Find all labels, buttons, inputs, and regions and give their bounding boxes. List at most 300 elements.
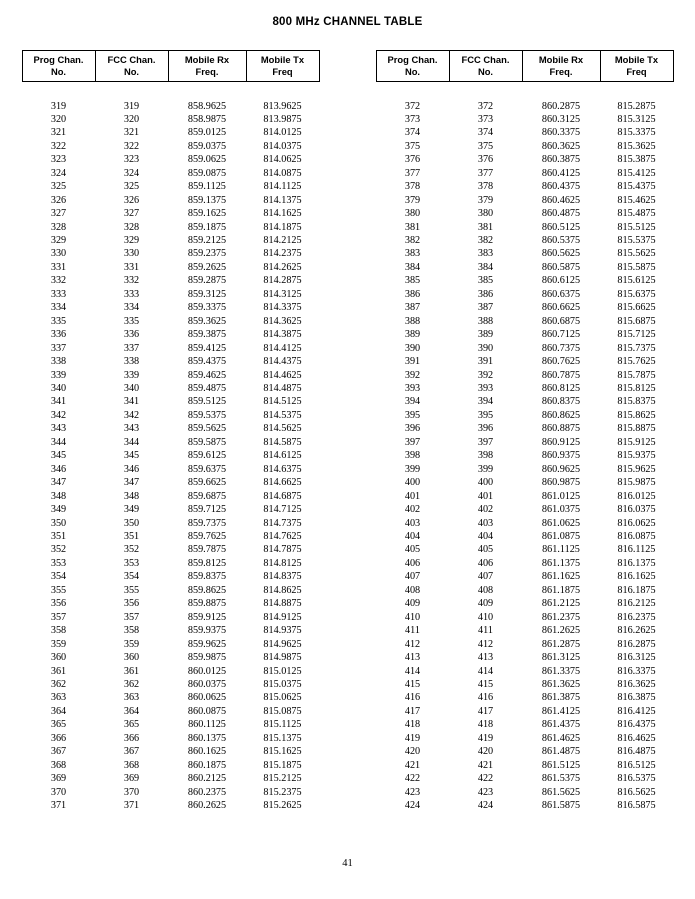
cell-fcc-chan-no: 338 [123,356,140,368]
cell-mobile-rx-freq: 860.4875 [541,208,581,220]
table-row [376,597,673,610]
cell-fcc-chan-no: 400 [477,477,494,489]
table-row [376,638,673,651]
header-line-2: No. [50,65,67,77]
cell-fcc-chan-no: 331 [123,261,140,273]
cell-mobile-tx-freq: 814.3375 [263,302,302,314]
table-row [22,194,319,207]
cell-fcc-chan-no: 420 [477,746,494,758]
cell-mobile-rx-freq: 861.3625 [541,678,581,690]
cell-mobile-tx-freq: 815.5875 [617,261,656,273]
cell-mobile-rx-freq: 859.5375 [187,409,227,421]
cell-mobile-tx-freq: 814.9125 [263,611,302,623]
header-line-1: FCC Chan. [461,54,510,65]
cell-fcc-chan-no: 419 [477,732,494,744]
table-row [22,543,319,556]
cell-mobile-tx-freq: 814.8875 [263,598,302,610]
cell-fcc-chan-no: 406 [477,557,494,569]
cell-mobile-tx-freq: 814.5625 [263,423,302,435]
cell-mobile-rx-freq: 860.0125 [187,665,227,677]
left-table-header [22,51,319,82]
cell-mobile-rx-freq: 860.6125 [541,275,581,287]
cell-mobile-tx-freq: 814.8125 [263,557,302,569]
table-row [376,180,673,193]
cell-prog-chan-no: 325 [50,181,67,193]
cell-fcc-chan-no: 382 [477,235,494,247]
cell-mobile-rx-freq: 860.0875 [187,705,227,717]
cell-mobile-rx-freq: 860.7875 [541,369,581,381]
cell-prog-chan-no: 393 [404,383,421,395]
cell-prog-chan-no: 385 [404,275,421,287]
cell-mobile-tx-freq: 814.6625 [263,477,302,489]
cell-prog-chan-no: 370 [50,786,67,798]
cell-mobile-tx-freq: 814.2125 [263,235,302,247]
cell-mobile-rx-freq: 860.5125 [541,221,581,233]
cell-prog-chan-no: 411 [405,625,420,637]
cell-mobile-rx-freq: 859.2625 [187,261,227,273]
cell-fcc-chan-no: 401 [477,490,494,502]
cell-prog-chan-no: 364 [50,705,67,717]
cell-mobile-rx-freq: 860.2875 [541,100,581,112]
cell-prog-chan-no: 422 [404,773,421,785]
cell-mobile-rx-freq: 860.3625 [541,140,581,152]
cell-mobile-tx-freq: 815.1625 [263,746,302,758]
table-row [376,745,673,758]
table-row [22,234,319,247]
cell-mobile-rx-freq: 860.4125 [541,167,581,179]
cell-fcc-chan-no: 372 [477,100,494,112]
cell-fcc-chan-no: 324 [123,167,140,179]
table-row [376,759,673,772]
cell-prog-chan-no: 360 [50,652,67,664]
cell-mobile-rx-freq: 859.4375 [187,356,227,368]
cell-mobile-rx-freq: 860.9125 [541,436,581,448]
cell-mobile-rx-freq: 859.3375 [187,302,227,314]
cell-prog-chan-no: 403 [404,517,421,529]
cell-mobile-tx-freq: 816.5875 [617,800,656,812]
table-row [376,476,673,489]
cell-prog-chan-no: 406 [404,557,421,569]
cell-fcc-chan-no: 393 [477,383,494,395]
cell-fcc-chan-no: 385 [477,275,494,287]
cell-mobile-tx-freq: 814.2625 [263,261,302,273]
cell-mobile-rx-freq: 860.7125 [541,329,581,341]
cell-prog-chan-no: 407 [404,571,421,583]
cell-mobile-rx-freq: 859.0625 [187,154,227,166]
cell-fcc-chan-no: 384 [477,261,494,273]
cell-prog-chan-no: 366 [50,732,67,744]
cell-mobile-tx-freq: 816.3375 [617,665,656,677]
cell-mobile-rx-freq: 860.6875 [541,315,581,327]
cell-mobile-rx-freq: 859.7625 [187,531,227,542]
cell-prog-chan-no: 344 [50,436,67,448]
cell-prog-chan-no: 349 [50,504,67,516]
header-row [376,51,673,82]
cell-fcc-chan-no: 374 [477,127,494,139]
cell-mobile-rx-freq: 860.1125 [188,719,226,731]
cell-fcc-chan-no: 343 [123,423,140,435]
cell-prog-chan-no: 331 [50,261,67,273]
cell-prog-chan-no: 333 [50,288,67,300]
cell-mobile-tx-freq: 816.0125 [617,490,656,502]
cell-fcc-chan-no: 370 [123,786,140,798]
cell-fcc-chan-no: 349 [123,504,140,516]
cell-mobile-tx-freq: 815.2625 [263,800,302,812]
cell-fcc-chan-no: 417 [477,705,494,717]
table-row [376,651,673,664]
cell-mobile-rx-freq: 859.8125 [187,557,227,569]
cell-prog-chan-no: 401 [404,490,421,502]
table-row [376,691,673,704]
cell-fcc-chan-no: 342 [123,409,140,421]
cell-mobile-tx-freq: 814.0625 [263,154,302,166]
cell-prog-chan-no: 405 [404,544,421,556]
cell-mobile-tx-freq: 814.4125 [263,342,302,354]
cell-prog-chan-no: 336 [50,329,67,341]
cell-fcc-chan-no: 413 [477,652,494,664]
cell-prog-chan-no: 368 [50,759,67,771]
table-row [376,355,673,368]
cell-prog-chan-no: 409 [404,598,421,610]
cell-mobile-tx-freq: 814.8625 [263,584,302,596]
cell-prog-chan-no: 395 [404,409,421,421]
header-fcc-chan-no [95,51,168,82]
cell-prog-chan-no: 377 [404,167,421,179]
cell-prog-chan-no: 416 [404,692,421,704]
cell-mobile-rx-freq: 859.9625 [187,638,227,650]
table-row [22,355,319,368]
cell-mobile-rx-freq: 861.0625 [541,517,581,529]
cell-fcc-chan-no: 402 [477,504,494,516]
cell-prog-chan-no: 376 [404,154,421,166]
cell-mobile-tx-freq: 816.3125 [617,652,656,664]
table-row [22,799,319,812]
channel-tables-container [0,50,695,813]
cell-mobile-rx-freq: 860.9625 [541,463,581,475]
cell-mobile-rx-freq: 859.1625 [187,208,227,220]
cell-mobile-tx-freq: 814.8375 [263,571,302,583]
cell-mobile-rx-freq: 860.1875 [187,759,227,771]
cell-mobile-tx-freq: 816.4875 [617,746,656,758]
cell-fcc-chan-no: 395 [477,409,494,421]
table-row [22,126,319,139]
table-row [376,274,673,287]
cell-mobile-tx-freq: 816.4625 [617,732,656,744]
table-row [376,463,673,476]
cell-mobile-tx-freq: 816.3875 [617,692,656,704]
cell-prog-chan-no: 343 [50,423,67,435]
cell-mobile-tx-freq: 814.5125 [263,396,302,408]
cell-fcc-chan-no: 347 [123,477,140,489]
cell-fcc-chan-no: 391 [477,356,494,368]
cell-mobile-tx-freq: 814.7875 [263,544,302,556]
cell-mobile-tx-freq: 814.0875 [263,167,302,179]
header-line-1: Mobile Tx [260,54,305,65]
cell-fcc-chan-no: 336 [123,329,140,341]
cell-fcc-chan-no: 337 [123,342,140,354]
cell-mobile-tx-freq: 814.2875 [263,275,302,287]
cell-mobile-rx-freq: 859.3875 [187,329,227,341]
cell-fcc-chan-no: 360 [123,652,140,664]
table-row [376,490,673,503]
cell-prog-chan-no: 392 [404,369,421,381]
cell-mobile-rx-freq: 860.2125 [187,773,227,785]
table-row [22,207,319,220]
cell-mobile-rx-freq: 860.2625 [187,800,227,812]
cell-mobile-rx-freq: 860.5875 [541,261,581,273]
cell-mobile-tx-freq: 814.4875 [263,383,302,395]
cell-fcc-chan-no: 346 [123,463,140,475]
cell-mobile-rx-freq: 859.0875 [187,167,227,179]
cell-prog-chan-no: 328 [50,221,67,233]
table-row [22,678,319,691]
table-row [376,315,673,328]
table-row [22,718,319,731]
cell-fcc-chan-no: 415 [477,678,494,690]
table-row [376,543,673,556]
cell-mobile-rx-freq: 859.3125 [187,288,227,300]
table-row [376,301,673,314]
cell-prog-chan-no: 383 [404,248,421,260]
cell-fcc-chan-no: 388 [477,315,494,327]
cell-fcc-chan-no: 410 [477,611,494,623]
cell-prog-chan-no: 327 [50,208,67,220]
cell-prog-chan-no: 334 [50,302,67,314]
cell-fcc-chan-no: 320 [123,113,140,125]
table-row [22,638,319,651]
cell-mobile-rx-freq: 860.6375 [541,288,581,300]
cell-mobile-rx-freq: 860.5625 [541,248,581,260]
cell-prog-chan-no: 420 [404,746,421,758]
table-row [22,517,319,530]
cell-mobile-rx-freq: 861.5125 [541,759,581,771]
cell-prog-chan-no: 324 [50,167,67,179]
cell-mobile-tx-freq: 814.3875 [263,329,302,341]
cell-mobile-tx-freq: 814.6375 [263,463,302,475]
header-line-1: Prog Chan. [33,54,84,65]
header-line-1: Mobile Rx [184,54,230,65]
table-row [22,436,319,449]
header-mobile-rx-freq [522,51,600,82]
cell-mobile-rx-freq: 859.1875 [187,221,227,233]
cell-mobile-tx-freq: 815.1125 [263,719,302,731]
cell-prog-chan-no: 404 [404,531,421,542]
cell-fcc-chan-no: 330 [123,248,140,260]
table-row [376,665,673,678]
cell-prog-chan-no: 337 [50,342,67,354]
cell-prog-chan-no: 396 [404,423,421,435]
cell-prog-chan-no: 346 [50,463,67,475]
cell-mobile-rx-freq: 861.3375 [541,665,581,677]
header-prog-chan-no [22,51,95,82]
cell-fcc-chan-no: 405 [477,544,494,556]
cell-prog-chan-no: 375 [404,140,421,152]
cell-fcc-chan-no: 381 [477,221,494,233]
cell-mobile-tx-freq: 815.2125 [263,773,302,785]
cell-prog-chan-no: 424 [404,800,421,812]
cell-fcc-chan-no: 341 [123,396,140,408]
cell-fcc-chan-no: 398 [477,450,494,462]
cell-mobile-tx-freq: 816.0375 [617,504,656,516]
cell-fcc-chan-no: 412 [477,638,494,650]
cell-prog-chan-no: 384 [404,261,421,273]
cell-prog-chan-no: 340 [50,383,67,395]
cell-mobile-rx-freq: 861.0375 [541,504,581,516]
cell-prog-chan-no: 359 [50,638,67,650]
cell-mobile-tx-freq: 815.5625 [617,248,656,260]
cell-mobile-tx-freq: 815.3875 [617,154,656,166]
cell-prog-chan-no: 373 [404,113,421,125]
cell-fcc-chan-no: 328 [123,221,140,233]
table-row [22,221,319,234]
cell-fcc-chan-no: 365 [123,719,140,731]
table-row [22,786,319,799]
cell-fcc-chan-no: 352 [123,544,140,556]
cell-mobile-rx-freq: 860.8375 [541,396,581,408]
cell-fcc-chan-no: 364 [123,705,140,717]
cell-mobile-tx-freq: 815.8875 [617,423,656,435]
cell-mobile-tx-freq: 816.5375 [617,773,656,785]
cell-mobile-rx-freq: 860.1375 [187,732,227,744]
table-row [376,126,673,139]
cell-prog-chan-no: 379 [404,194,421,206]
cell-mobile-tx-freq: 815.8375 [617,396,656,408]
header-line-2: No. [477,65,494,77]
cell-prog-chan-no: 397 [404,436,421,448]
cell-mobile-rx-freq: 860.7625 [541,356,581,368]
cell-fcc-chan-no: 399 [477,463,494,475]
cell-mobile-tx-freq: 814.2375 [263,248,302,260]
table-row [22,395,319,408]
right-table-body [376,81,673,813]
table-row [22,503,319,516]
cell-prog-chan-no: 319 [50,100,67,112]
cell-fcc-chan-no: 362 [123,678,140,690]
cell-mobile-rx-freq: 860.4625 [541,194,581,206]
header-line-2: Freq [272,65,293,77]
cell-mobile-tx-freq: 815.3375 [617,127,656,139]
cell-mobile-tx-freq: 814.6125 [263,450,302,462]
cell-mobile-tx-freq: 815.0625 [263,692,302,704]
table-row [22,624,319,637]
cell-mobile-rx-freq: 859.8875 [187,598,227,610]
cell-mobile-rx-freq: 859.5875 [187,436,227,448]
table-row [22,382,319,395]
cell-prog-chan-no: 322 [50,140,67,152]
table-row [22,113,319,126]
cell-mobile-tx-freq: 816.4125 [617,705,656,717]
left-channel-table [22,50,320,813]
header-line-1: Prog Chan. [387,54,438,65]
cell-mobile-rx-freq: 859.7875 [187,544,227,556]
cell-mobile-rx-freq: 861.1875 [541,584,581,596]
table-row [22,422,319,435]
cell-fcc-chan-no: 422 [477,773,494,785]
cell-fcc-chan-no: 408 [477,584,494,596]
cell-mobile-tx-freq: 816.1125 [617,544,656,556]
cell-fcc-chan-no: 392 [477,369,494,381]
page-title: 800 MHz CHANNEL TABLE [272,16,423,28]
left-table-body [22,81,319,813]
cell-mobile-tx-freq: 815.8125 [617,383,656,395]
table-row [22,611,319,624]
cell-mobile-rx-freq: 860.0375 [187,678,227,690]
cell-prog-chan-no: 326 [50,194,67,206]
cell-fcc-chan-no: 377 [477,167,494,179]
table-row [376,786,673,799]
header-line-1: Mobile Tx [614,54,659,65]
cell-prog-chan-no: 423 [404,786,421,798]
cell-prog-chan-no: 381 [404,221,421,233]
cell-mobile-rx-freq: 861.4625 [541,732,581,744]
cell-fcc-chan-no: 394 [477,396,494,408]
cell-prog-chan-no: 415 [404,678,421,690]
cell-prog-chan-no: 408 [404,584,421,596]
cell-mobile-rx-freq: 859.8625 [187,584,227,596]
table-row [376,153,673,166]
cell-mobile-tx-freq: 814.6875 [263,490,302,502]
cell-fcc-chan-no: 407 [477,571,494,583]
cell-mobile-tx-freq: 816.0875 [617,531,656,542]
cell-fcc-chan-no: 383 [477,248,494,260]
cell-prog-chan-no: 398 [404,450,421,462]
table-row [376,140,673,153]
cell-fcc-chan-no: 389 [477,329,494,341]
cell-fcc-chan-no: 329 [123,235,140,247]
header-mobile-tx-freq [600,51,673,82]
cell-mobile-tx-freq: 814.1875 [263,221,302,233]
cell-mobile-tx-freq: 815.6125 [617,275,656,287]
cell-prog-chan-no: 356 [50,598,67,610]
cell-fcc-chan-no: 356 [123,598,140,610]
header-fcc-chan-no [449,51,522,82]
header-line-2: Freq. [195,65,219,77]
cell-fcc-chan-no: 348 [123,490,140,502]
cell-prog-chan-no: 320 [50,113,67,125]
cell-prog-chan-no: 391 [404,356,421,368]
cell-fcc-chan-no: 424 [477,800,494,812]
cell-mobile-rx-freq: 859.6875 [187,490,227,502]
right-table-header [376,51,673,82]
cell-mobile-rx-freq: 859.3625 [187,315,227,327]
cell-prog-chan-no: 372 [404,100,421,112]
cell-mobile-tx-freq: 814.0375 [263,140,302,152]
cell-mobile-rx-freq: 859.0375 [187,140,227,152]
cell-mobile-rx-freq: 859.2375 [187,248,227,260]
cell-fcc-chan-no: 345 [123,450,140,462]
table-row [22,140,319,153]
cell-mobile-tx-freq: 815.6375 [617,288,656,300]
cell-fcc-chan-no: 319 [123,100,140,112]
cell-prog-chan-no: 380 [404,208,421,220]
table-row [376,369,673,382]
cell-fcc-chan-no: 397 [477,436,494,448]
cell-fcc-chan-no: 367 [123,746,140,758]
cell-fcc-chan-no: 353 [123,557,140,569]
cell-mobile-tx-freq: 813.9625 [263,100,302,112]
table-row [376,247,673,260]
cell-mobile-tx-freq: 815.0375 [263,678,302,690]
cell-fcc-chan-no: 344 [123,436,140,448]
cell-mobile-tx-freq: 814.3125 [263,288,302,300]
table-row [22,570,319,583]
cell-fcc-chan-no: 351 [123,531,140,542]
cell-mobile-rx-freq: 858.9875 [187,113,227,125]
table-row [376,584,673,597]
cell-prog-chan-no: 369 [50,773,67,785]
cell-prog-chan-no: 402 [404,504,421,516]
table-row [376,718,673,731]
